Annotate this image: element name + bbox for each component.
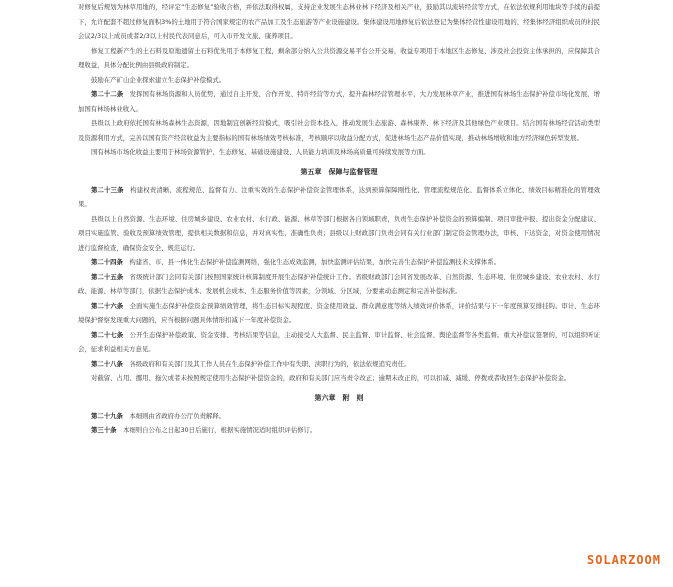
- chapter-heading: 第六章 附 则: [314, 393, 364, 402]
- paragraph: [78, 145, 600, 160]
- paragraph: [78, 87, 600, 116]
- paragraph: [78, 299, 600, 328]
- paragraph: [78, 116, 600, 145]
- paragraph: [78, 0, 600, 44]
- paragraph-text: 发挥国有林场资源和人员优势，通过自主开发、合作开发、特许经营等方式，提升森林经营管理水平，大力发展林草产业，推进国有林场生态保护补偿市场化发展，增加国有林场林业收入。: [78, 90, 601, 113]
- article-number: 第二十四条: [91, 258, 123, 266]
- paragraph: [78, 371, 600, 386]
- paragraph: [78, 73, 600, 88]
- paragraph: [78, 409, 600, 424]
- paragraph: [78, 183, 600, 212]
- paragraph-text: 对截留、占用、挪用、拖欠或者未按照规定使用生态保护补偿资金的，政府和有关部门应当责令改正；逾期未改正的，可以扣减、减缓、停拨或者收回生态保护补偿资金。: [91, 374, 571, 382]
- paragraph: [78, 255, 600, 270]
- paragraph: [78, 212, 600, 256]
- paragraph-text: 国有林场市场化收益主要用于林场资源管护、生态修复、基础设施建设、人员能力培训及林场高质量可持续发展等方面。: [91, 148, 430, 156]
- watermark-logo: SOLARZOOM: [586, 553, 661, 567]
- paragraph-text: 修复工程新产生的土石料及原地遗留土石料优先用于本修复工程，剩余部分纳入公共资源交易平台公开交易，收益专项用于本地区生态修复、涉及社会投资主体承担的，应保障其合理收益，具体分配比例由县级政府制定。: [78, 46, 600, 69]
- paragraph: [78, 328, 600, 357]
- article-number: 第二十六条: [91, 301, 124, 310]
- paragraph: [78, 270, 600, 299]
- paragraph-text: 各级政府和有关部门及其工作人员在生态保护补偿工作中有失职、渎职行为的，依法依规追究责任。: [129, 359, 411, 368]
- article-number: 第二十二条: [91, 90, 124, 98]
- article-number: 第二十八条: [91, 359, 123, 368]
- paragraph-text: 对修复后规划为林草用地的，经评定“生态修复”验收合格，并依法取得权属，支持企业发展生态林业林下经济及相关产业，鼓励其以流转经营等方式，在依法依规利用地块等手续的前提下，允许配套不超过修复面积3%的土地用于符合国家规定的农产品加工及生态旅游等产业设施建设。集体建设用地修复后依法登记为集体经营性建设用地的，经集体经济组织成员的村民会议2/3以上成员或者2/3以上村民代表同意后，可入市开发文旅、康养项目。: [78, 3, 600, 40]
- article-number: 第二十五条: [91, 272, 124, 281]
- paragraph-text: 构建权责清晰、流程规范、监督有力、注重实效的生态保护补偿资金管理体系，达到预算保障刚性化、管理流程规范化、监督体系立体化、绩效目标精准化的管理效果。: [78, 185, 601, 208]
- article-number: 第二十三条: [91, 185, 124, 194]
- document-body: [78, 0, 600, 438]
- paragraph: [78, 357, 600, 372]
- paragraph-text: 县级以上自然资源、生态环境、住房城乡建设、农业农村、水行政、能源、林草等部门根据各自领域职责，负责生态保护补偿资金的预算编制、项目审批申报、提出资金分配建议、项目实施监管、验收及预算绩效管理，提供相关数据和信息，并对真实性、准确性负责；县级以上财政部门负责会同有关行业部门制定资金管理办法，审核、下达资金，对资金使用情况进行监督检查，确保资金安全、规范运行。: [78, 214, 600, 252]
- article-number: 第三十条: [91, 426, 117, 434]
- paragraph: [78, 423, 600, 438]
- paragraph-text: 本细则自公布之日起30日后施行，根据实施情况适时组织评估修订。: [122, 426, 317, 434]
- paragraph-text: 全面实施生态保护补偿资金预算绩效管理，将生态目标实现程度、资金使用效益、群众满意度等纳入绩效评价体系，评价结果与下一年度预算安排挂钩。审计、生态环境保护督察发现重大问题的，应当根据问题具体情形扣减下一年度补偿资金。: [78, 301, 601, 324]
- chapter-heading: 第五章 保障与监督管理: [300, 167, 378, 176]
- paragraph-text: 省级统计部门会同有关部门按照国家统计核算制度开展生态保护补偿统计工作。省级财政部门会同省发展改革、自然资源、生态环境、住房城乡建设、农业农村、水行政、能源、林草等部门，依据生态保护成本、发展机会成本、生态服务价值等因素，分领域、分区域，分要素动态测定和完善补偿标准。: [78, 272, 601, 295]
- paragraph-text: 公开生态保护补偿政策、资金安排、考核结果等信息，主动接受人大监督、民主监督、审计监督、社会监督、舆论监督等各类监督。重大补偿议签署的，可以组织听证会，征求利益相关方意见。: [78, 330, 601, 353]
- paragraph-text: 构建省、市、县一体化生态保护补偿监测网络，强化生态成效监测，加快监测评估结果，加快完善生态保护补偿监测技术支撑体系。: [129, 258, 500, 266]
- paragraph-text: 鼓励在产矿山企业探索建立生态保护补偿模式。: [91, 75, 226, 84]
- paragraph-text: 本细则由省政府办公厅负责解释。: [129, 411, 226, 420]
- paragraph-text: 县级以上政府依托国有林场森林生态资源，因地制宜创新经营模式，吸引社会资本投入，推动发展生态旅游、森林康养、林下经济及其他绿色产业项目。结合国有林场经营活动类型及资源利用方式，完善以国有资产经营收益为主要指标的国有林场绩效考核标准，考核顺序以收益分配方式，促进林场生态产品价值实现，推动林场增收和地方经济绿色转型发展。: [78, 119, 600, 142]
- paragraph: [78, 44, 600, 73]
- article-number: 第二十七条: [91, 330, 124, 339]
- article-number: 第二十九条: [91, 411, 123, 420]
